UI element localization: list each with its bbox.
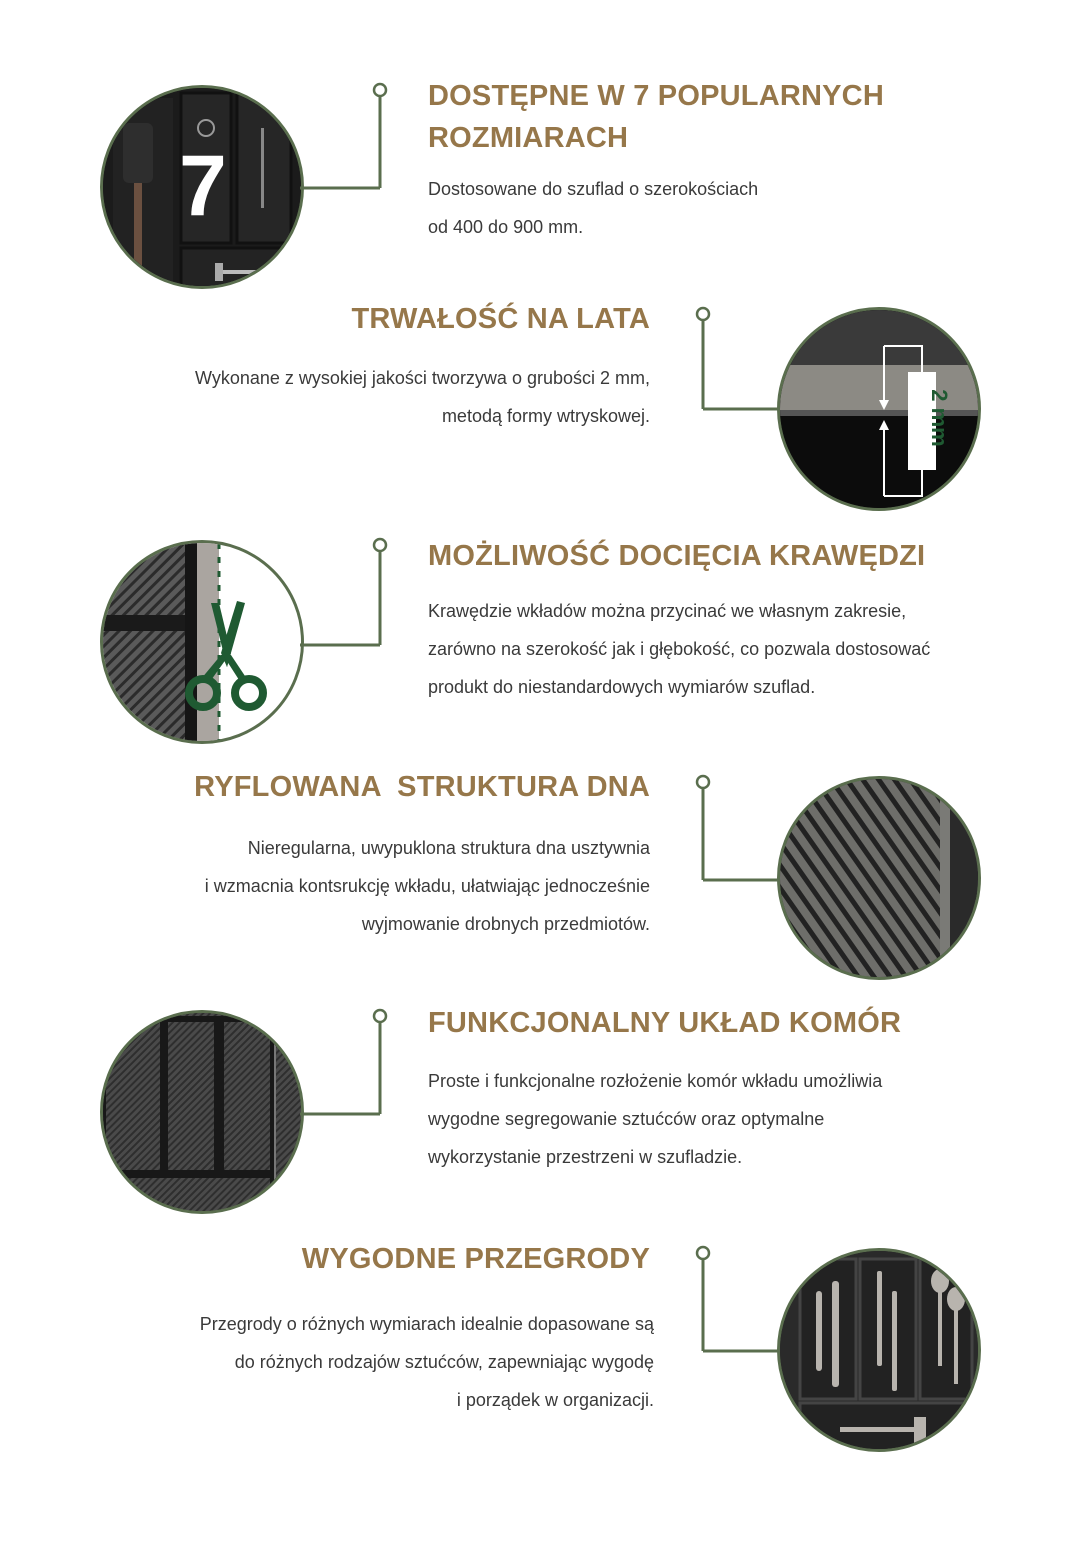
thickness-label: 2 mm: [927, 389, 952, 447]
feature-title: MOŻLIWOŚĆ DOCIĘCIA KRAWĘDZI: [428, 540, 926, 572]
feature-description: Przegrody o różnych wymiarach idealnie dopasowane są do różnych rodzajów sztućców, zapewniając wygodę i porządek w organizacji.: [199, 1314, 654, 1410]
feature-title: FUNKCJONALNY UKŁAD KOMÓR: [428, 1007, 902, 1039]
feature-description: Wykonane z wysokiej jakości tworzywa o grubości 2 mm, metodą formy wtryskowej.: [195, 368, 650, 426]
cutlery-tray-icon: [777, 1248, 981, 1452]
feature-title: TRWAŁOŚĆ NA LATA: [351, 303, 650, 335]
feature-description: Krawędzie wkładów można przycinać we własnym zakresie, zarówno na szerokość jak i głębokość, co pozwala dostosować produkt do niestandardowych wymiarów szuflad.: [428, 601, 931, 697]
feature-description: Nieregularna, uwypuklona struktura dna usztywnia i wzmacnia kontsrukcję wkładu, ułatwiając jednocześnie wyjmowanie drobnych przedmiotów.: [204, 838, 650, 934]
connector-line: [693, 1245, 783, 1360]
feature-title: DOSTĘPNE W 7 POPULARNYCH ROZMIARACH: [428, 80, 884, 154]
feature-title: RYFLOWANA STRUKTURA DNA: [194, 771, 650, 803]
feature-description: Dostosowane do szuflad o szerokościach od 400 do 900 mm.: [428, 179, 759, 237]
feature-description: Proste i funkcjonalne rozłożenie komór wkładu umożliwia wygodne segregowanie sztućców oraz optymalne wykorzystanie przestrzeni w szufladzie.: [428, 1071, 883, 1167]
size-count-overlay: 7: [179, 138, 227, 234]
feature-title: WYGODNE PRZEGRODY: [301, 1243, 650, 1275]
